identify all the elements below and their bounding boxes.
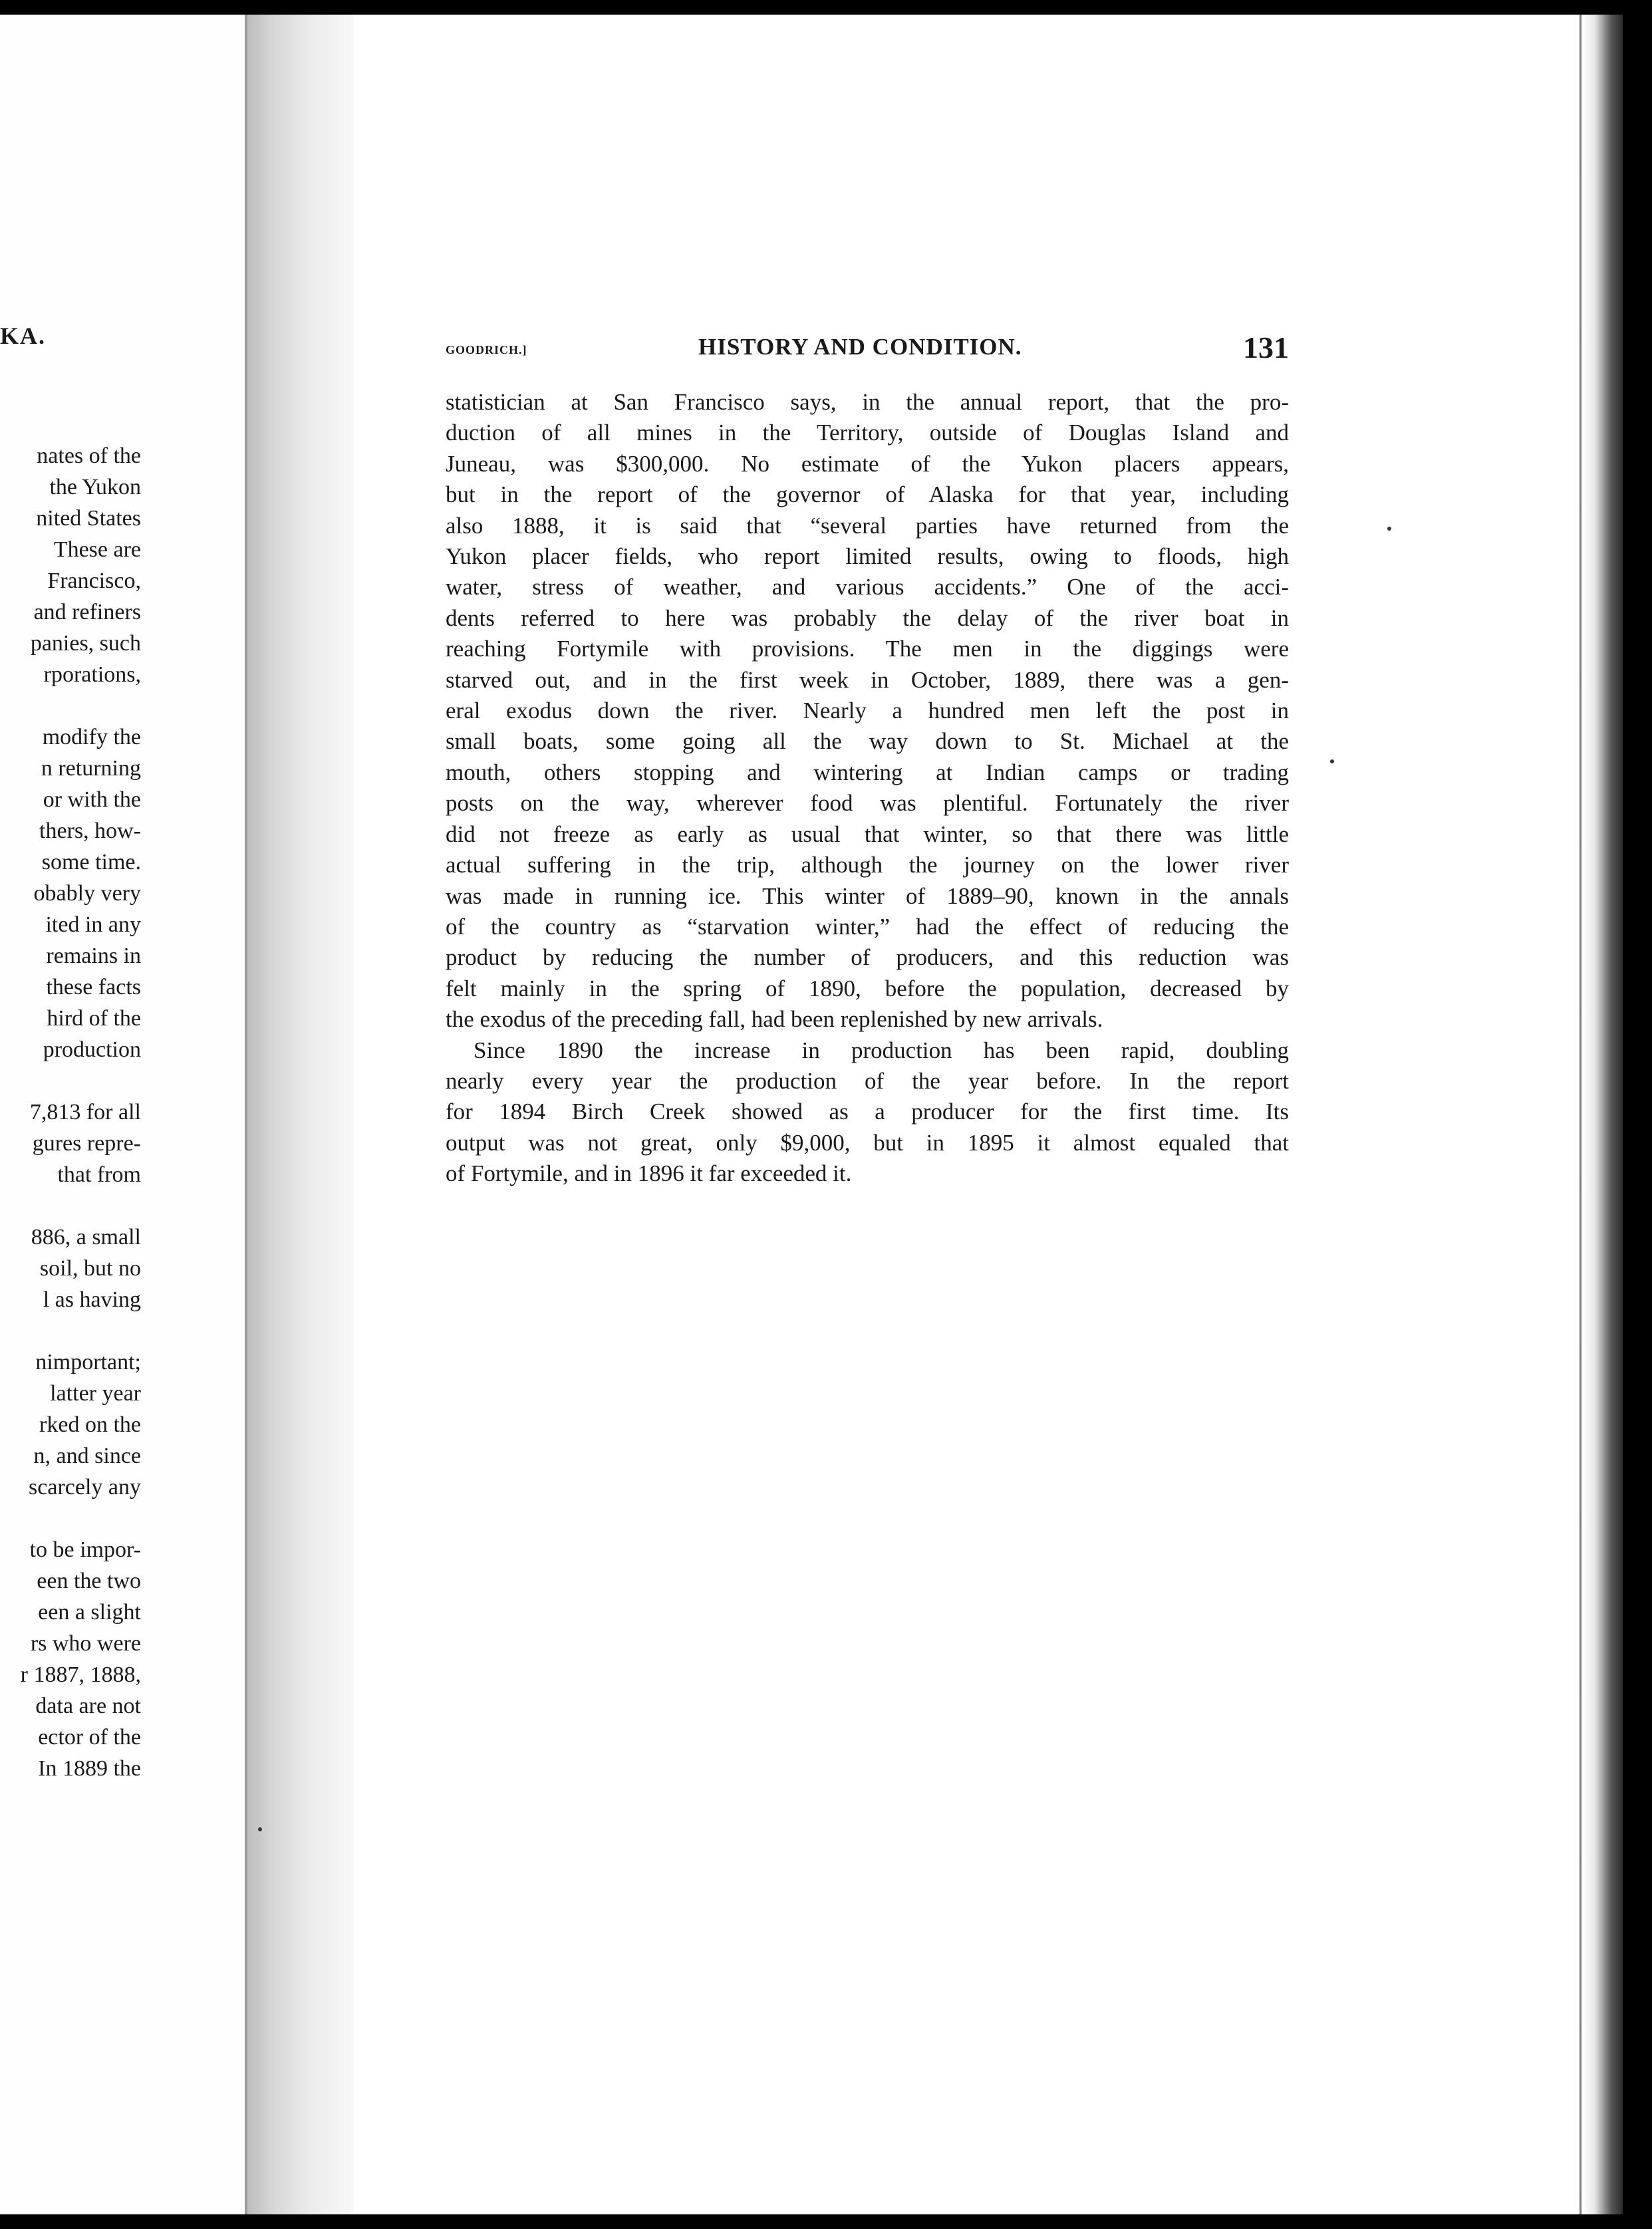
text-line: was made in running ice. This winter of 1889–90, known in the annals <box>446 882 1289 909</box>
left-text-line: Francisco, <box>47 569 141 593</box>
page-number: 131 <box>1243 330 1289 364</box>
left-text-line: obably very <box>33 881 141 906</box>
text-line: also 1888, it is said that “several parties have returned from the <box>446 512 1289 539</box>
text-line: Juneau, was $300,000. No estimate of the Yukon placers appears, <box>446 450 1289 477</box>
running-head-author: GOODRICH.] <box>446 343 527 356</box>
scanned-page-spread <box>0 15 1623 2214</box>
left-page-header: KA. <box>0 323 46 349</box>
text-line: posts on the way, wherever food was plentiful. Fortunately the river <box>446 790 1289 817</box>
text-line: statistician at San Francisco says, in the annual report, that the pro- <box>446 389 1289 415</box>
paragraph-gap <box>0 690 141 721</box>
text-line: nearly every year the production of the year before. In the report <box>446 1067 1289 1094</box>
left-text-line: some time. <box>41 850 141 874</box>
left-text-line: rs who were <box>30 1631 141 1656</box>
left-text-line: rporations, <box>43 662 141 687</box>
text-line: for 1894 Birch Creek showed as a producer for the first time. Its <box>446 1099 1289 1125</box>
text-line: Yukon placer fields, who report limited results, owing to floods, high <box>446 543 1289 570</box>
paragraph-gap <box>0 1065 141 1097</box>
left-text-line: panies, such <box>30 631 141 656</box>
text-line: mouth, others stopping and wintering at Indian camps or trading <box>446 759 1289 785</box>
left-text-line: nited States <box>36 506 141 531</box>
left-text-line: rked on the <box>39 1412 141 1437</box>
paragraph-gap <box>0 1190 141 1222</box>
left-page-text-column <box>0 440 141 1784</box>
left-text-line: l as having <box>43 1287 141 1312</box>
left-text-line: een a slight <box>38 1600 141 1625</box>
text-line: felt mainly in the spring of 1890, before the population, decreased by <box>446 975 1289 1001</box>
left-text-line: 886, a small <box>31 1225 141 1249</box>
text-line: eral exodus down the river. Nearly a hundred men left the post in <box>446 698 1289 724</box>
left-text-line: 7,813 for all <box>29 1100 141 1124</box>
text-line: output was not great, only $9,000, but in 1895 it almost equaled that <box>446 1129 1289 1156</box>
text-line: small boats, some going all the way down to St. Michael at the <box>446 728 1289 755</box>
left-text-line: r 1887, 1888, <box>20 1662 141 1687</box>
text-line: did not freeze as early as usual that winter, so that there was little <box>446 821 1289 847</box>
left-text-line: scarcely any <box>29 1475 141 1500</box>
text-line: the exodus of the preceding fall, had been replenished by new arrivals. <box>446 1006 1103 1033</box>
left-text-line: modify the <box>42 725 141 749</box>
left-text-line: latter year <box>50 1381 141 1406</box>
left-facing-page <box>0 15 249 2214</box>
body-text-column <box>446 387 1289 1190</box>
left-text-line: or with the <box>43 787 141 812</box>
left-text-line: In 1889 the <box>38 1756 141 1781</box>
left-text-line: These are <box>53 537 141 562</box>
text-line: but in the report of the governor of Alaska for that year, including <box>446 481 1289 508</box>
left-text-line: the Yukon <box>49 475 141 499</box>
page-edge-line <box>1580 15 1582 2214</box>
left-text-line: nates of the <box>37 444 141 468</box>
text-line: reaching Fortymile with provisions. The men in the diggings were <box>446 636 1289 662</box>
left-text-line: ited in any <box>45 912 141 937</box>
left-text-line: and refiners <box>33 600 141 624</box>
text-line: of Fortymile, and in 1896 it far exceeded it. <box>446 1160 852 1187</box>
left-text-line: production <box>43 1037 141 1062</box>
text-line: duction of all mines in the Territory, outside of Douglas Island and <box>446 420 1289 446</box>
scan-speck <box>258 1827 262 1831</box>
left-text-line: een the two <box>37 1569 141 1593</box>
text-line: dents referred to here was probably the delay of the river boat in <box>446 604 1289 631</box>
left-text-line: ector of the <box>38 1725 141 1750</box>
text-line: of the country as “starvation winter,” had the effect of reducing the <box>446 913 1289 940</box>
left-text-line: gures repre- <box>32 1131 141 1156</box>
book-gutter-shadow <box>247 15 354 2214</box>
left-text-line: that from <box>57 1162 141 1187</box>
left-text-line: n, and since <box>33 1444 141 1468</box>
left-text-line: thers, how- <box>39 819 141 843</box>
left-text-line: to be impor- <box>29 1537 141 1562</box>
left-text-line: hird of the <box>47 1006 141 1031</box>
left-text-line: data are not <box>35 1694 141 1718</box>
text-line: starved out, and in the first week in October, 1889, there was a gen- <box>446 666 1289 693</box>
left-text-line: n returning <box>41 756 141 781</box>
left-text-line: nimportant; <box>35 1350 141 1375</box>
left-text-line: remains in <box>46 944 141 968</box>
running-head-title: HISTORY AND CONDITION. <box>698 334 1022 360</box>
paragraph-gap <box>0 1503 141 1534</box>
text-line: actual suffering in the trip, although the journey on the lower river <box>446 852 1289 878</box>
left-text-line: soil, but no <box>39 1256 141 1281</box>
text-line: product by reducing the number of producers, and this reduction was <box>446 944 1289 971</box>
page-edge-shadow <box>1583 15 1623 2214</box>
scan-speck <box>1330 759 1334 763</box>
running-head <box>446 330 1289 367</box>
left-text-line: these facts <box>46 975 141 999</box>
scan-speck <box>1387 527 1391 531</box>
text-line: water, stress of weather, and various accidents.” One of the acci- <box>446 574 1289 600</box>
paragraph-gap <box>0 1315 141 1347</box>
text-line: Since 1890 the increase in production has been rapid, doubling <box>474 1037 1289 1063</box>
